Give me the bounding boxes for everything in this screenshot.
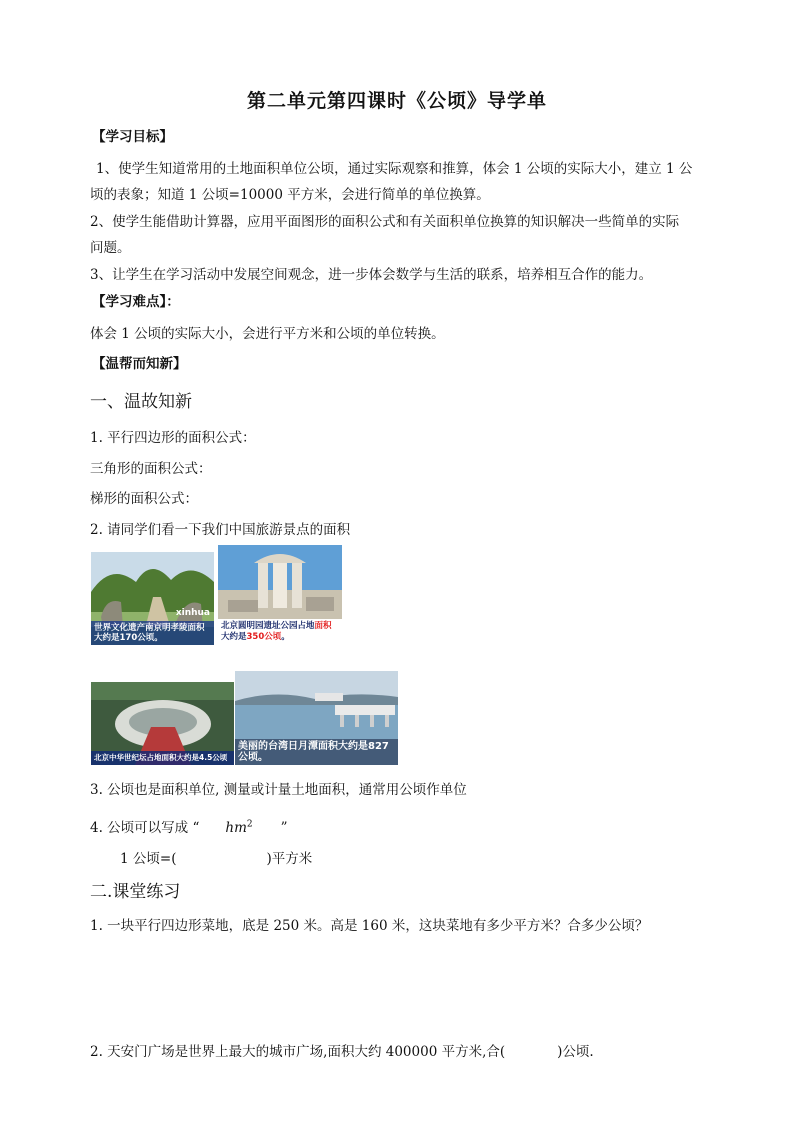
photo-1-caption: 世界文化遗产南京明孝陵面积大约是170公顷。 (91, 621, 214, 645)
goals-heading: 【学习目标】 (92, 129, 173, 145)
question-4-text: 4. 公顷可以写成 “ (90, 820, 200, 836)
conversion-left: 1 公顷=( (120, 851, 177, 867)
exercise-2 (90, 1040, 594, 1060)
question-1-trapezoid: 梯形的面积公式： (90, 491, 198, 507)
photo-century-altar (91, 682, 234, 765)
goal-1-line-1: 1、使学生知道常用的土地面积单位公顷，通过实际观察和推算，体会 1 公顷的实际大小，建立 1 公 (96, 161, 693, 177)
photo-2-caption (218, 619, 342, 645)
question-4-close-quote: ” (280, 820, 288, 836)
question-2: 2. 请同学们看一下我们中国旅游景点的面积 (90, 522, 351, 538)
photo-2-caption-text-c: 。 (281, 632, 290, 642)
hectare-conversion (120, 847, 312, 867)
photo-sun-moon-lake (235, 671, 398, 765)
question-1: 1. 平行四边形的面积公式： (90, 430, 256, 446)
photo-2-caption-text-b: 大约是 (221, 632, 247, 642)
photo-4-caption: 美丽的台湾日月潭面积大约是827公顷。 (235, 739, 398, 765)
exercise-1: 1. 一块平行四边形菜地，底是 250 米。高是 160 米，这块菜地有多少平方米？合多少公顷？ (90, 918, 649, 934)
difficulty-text: 体会 1 公顷的实际大小，会进行平方米和公顷的单位转换。 (90, 326, 445, 342)
photo-ming-tombs (91, 552, 214, 645)
photo-2-caption-highlight: 面积 (314, 621, 332, 631)
goal-2-line-1: 2、使学生能借助计算器，应用平面图形的面积公式和有关面积单位换算的知识解决一些简单的实际 (90, 214, 680, 230)
photo-2-caption-text-a: 北京圆明园遗址公园占地 (221, 621, 315, 631)
page-title: 第二单元第四课时《公顷》导学单 (246, 90, 547, 112)
conversion-right: )平方米 (266, 851, 313, 867)
goal-2-line-2: 问题。 (90, 240, 131, 256)
photo-2-caption-area: 350公顷 (246, 632, 282, 642)
question-1-triangle: 三角形的面积公式： (90, 461, 212, 477)
exercise-2-text: 2. 天安门广场是世界上最大的城市广场,面积大约 400000 平方米,合( (90, 1044, 506, 1060)
photo-1-watermark: xinhua (175, 608, 210, 618)
photo-3-caption: 北京中华世纪坛占地面积大约是4.5公顷 (91, 751, 234, 765)
goal-1-line-2: 顷的表象；知道 1 公顷=10000 平方米，会进行简单的单位换算。 (90, 187, 490, 203)
photo-yuanmingyuan (218, 545, 342, 645)
difficulty-heading: 【学习难点】： (92, 294, 180, 310)
goal-3: 3、让学生在学习活动中发展空间观念，进一步体会数学与生活的联系，培养相互合作的能力。 (90, 267, 653, 283)
section-1-heading: 一、温故知新 (90, 392, 192, 412)
review-heading: 【温帮而知新】 (92, 356, 187, 372)
question-3: 3. 公顷也是面积单位, 测量或计量土地面积，通常用公顷作单位 (90, 782, 467, 798)
question-4 (90, 816, 288, 836)
hectare-symbol: hm (225, 820, 247, 836)
hectare-exponent: 2 (246, 819, 253, 830)
section-2-heading: 二.课堂练习 (90, 882, 181, 902)
exercise-2-end: )公顷. (557, 1044, 594, 1060)
